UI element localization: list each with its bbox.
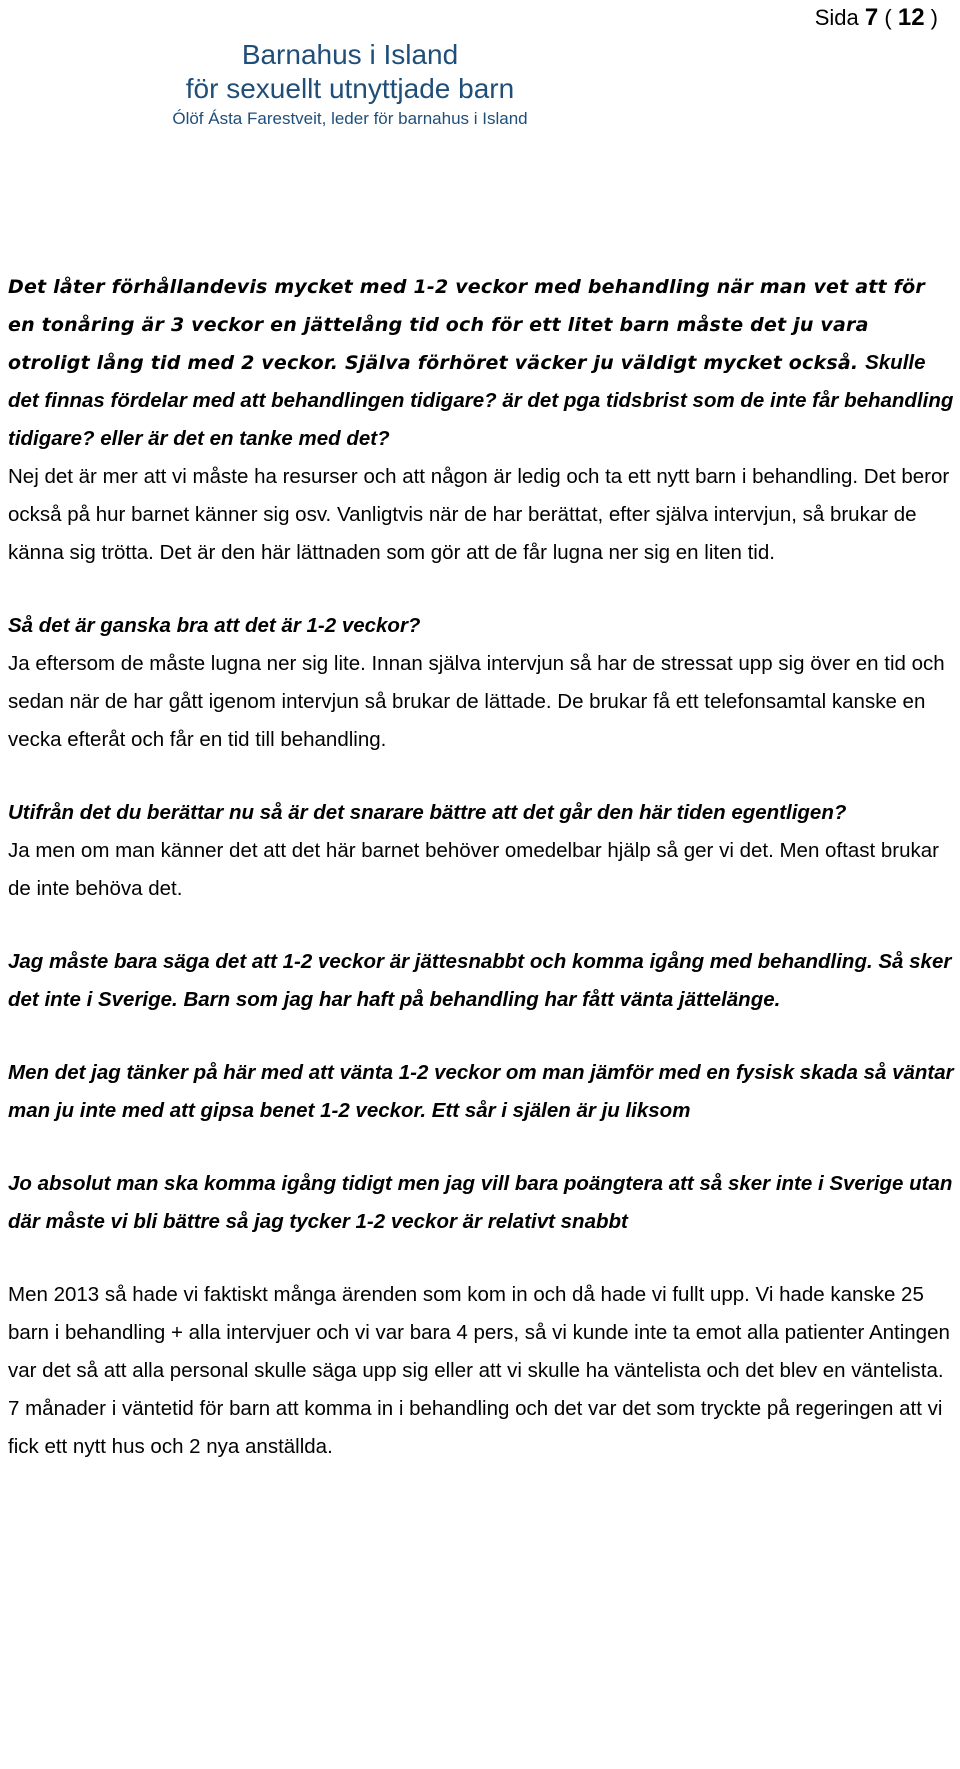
interview-block-2 — [8, 607, 956, 759]
paren-open: ( — [884, 5, 892, 30]
question-3: Utifrån det du berättar nu så är det snarare bättre att det går den här tiden egentligen? — [8, 801, 847, 824]
question-1b: Skulle det finnas fördelar med att behandlingen tidigare? är det pga tidsbrist som de inte får behandling tidigare? eller är det en tanke med det? — [8, 351, 954, 450]
interview-block-1 — [8, 268, 956, 572]
page-number — [815, 4, 938, 32]
interview-block-3 — [8, 794, 956, 908]
paragraph-gap — [8, 908, 956, 943]
document-body — [8, 268, 956, 1466]
question-2: Så det är ganska bra att det är 1-2 veckor? — [8, 614, 421, 637]
question-1a: Det låter förhållandevis mycket med 1-2 veckor med behandling när man vet att för en tonåring är 3 veckor en jättelång tid och för ett litet barn måste det ju vara otroligt lång tid med 2 veckor. Själva förhöret väcker ju väldigt mycket också. — [8, 276, 925, 374]
answer-7: Men 2013 så hade vi faktiskt många ärenden som kom in och då hade vi fullt upp. Vi hade kanske 25 barn i behandling + alla intervjuer och vi var bara 4 pers, så vi kunde inte ta emot alla patienter Antingen var det så att alla personal skulle säga upp sig eller att vi skulle ha väntelista och det blev en väntelista. 7 månader i väntetid för barn att komma in i behandling och det var det som tryckte på regeringen att vi fick ett nytt hus och 2 nya anställda. — [8, 1283, 950, 1458]
paragraph-gap — [8, 1130, 956, 1165]
header-subtitle: Ólöf Ásta Farestveit, leder för barnahus i Island — [172, 109, 528, 128]
paragraph-gap — [8, 1241, 956, 1276]
answer-2: Ja eftersom de måste lugna ner sig lite. Innan själva intervjun så har de stressat upp sig över en tid och sedan när de har gått igenom intervjun så brukar de lättade. De brukar få ett telefonsamtal kanske en vecka efteråt och får en tid till behandling. — [8, 652, 945, 751]
statement-6: Jo absolut man ska komma igång tidigt men jag vill bara poängtera att så sker inte i Sverige utan där måste vi bli bättre så jag tycker 1-2 veckor är relativt snabbt — [8, 1172, 953, 1233]
paragraph-gap — [8, 1019, 956, 1054]
header-title-line1: Barnahus i Island — [241, 39, 459, 70]
total-pages: 12 — [897, 4, 925, 31]
statement-5: Men det jag tänker på här med att vänta 1-2 veckor om man jämför med en fysisk skada så väntar man ju inte med att gipsa benet 1-2 veckor. Ett sår i själen är ju liksom — [8, 1061, 954, 1122]
statement-4: Jag måste bara säga det att 1-2 veckor är jättesnabbt och komma igång med behandling. Så sker det inte i Sverige. Barn som jag har haft på behandling har fått vänta jättelänge. — [8, 950, 952, 1011]
current-page: 7 — [864, 4, 879, 31]
answer-3: Ja men om man känner det att det här barnet behöver omedelbar hjälp så ger vi det. Men oftast brukar de inte behöva det. — [8, 839, 939, 900]
document-header — [130, 38, 570, 132]
paragraph-gap — [8, 572, 956, 607]
page-label: Sida — [814, 5, 859, 30]
paren-close: ) — [930, 5, 938, 30]
header-title-line2: för sexuellt utnyttjade barn — [185, 73, 515, 104]
answer-1: Nej det är mer att vi måste ha resurser och att någon är ledig och ta ett nytt barn i behandling. Det beror också på hur barnet känner sig osv. Vanligtvis när de har berättat, efter själva intervjun, så brukar de känna sig trötta. Det är den här lättnaden som gör att de får lugna ner sig en liten tid. — [8, 465, 950, 564]
paragraph-gap — [8, 759, 956, 794]
